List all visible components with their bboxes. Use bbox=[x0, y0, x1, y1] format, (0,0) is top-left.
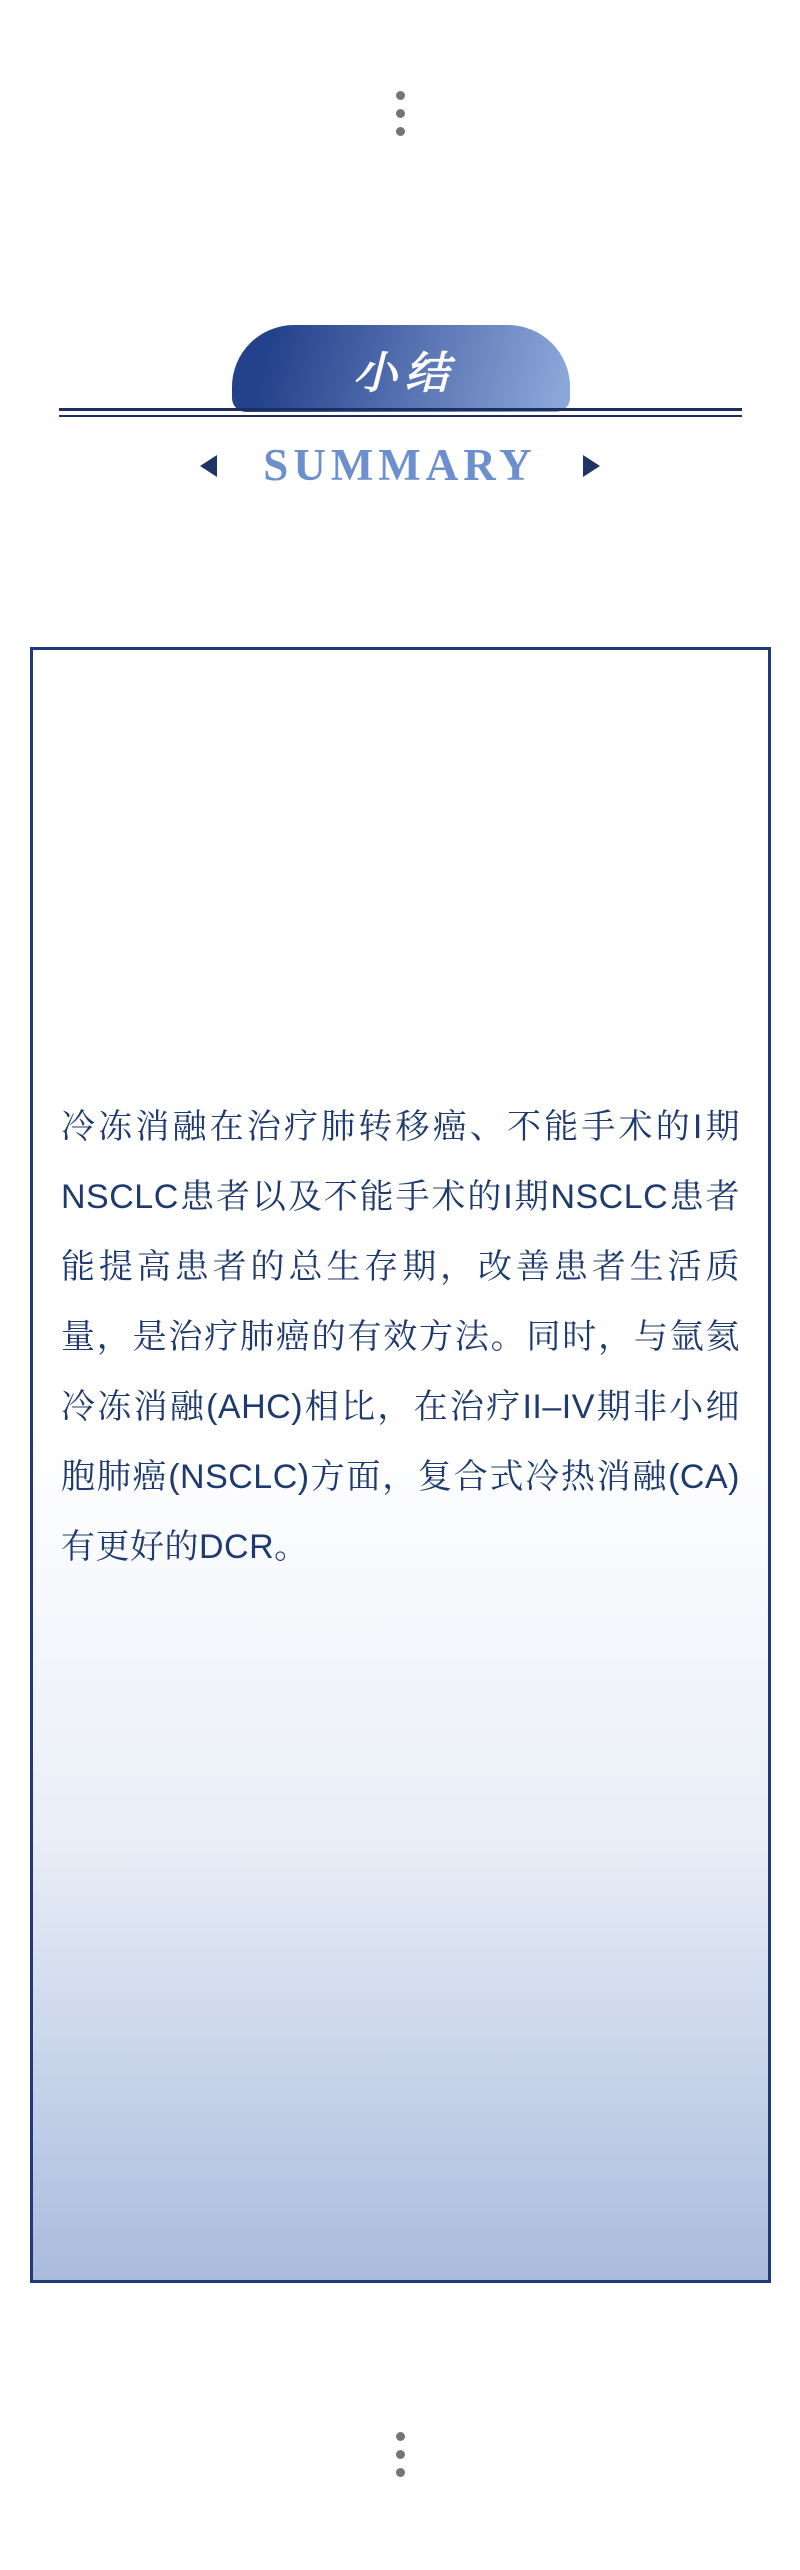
ellipsis-dots-top bbox=[0, 91, 800, 136]
dot-icon bbox=[396, 2450, 405, 2459]
summary-heading-label: SUMMARY bbox=[263, 440, 537, 491]
summary-heading bbox=[0, 436, 800, 496]
section-badge bbox=[232, 325, 570, 412]
dot-icon bbox=[396, 2432, 405, 2441]
ellipsis-dots-bottom bbox=[0, 2432, 800, 2477]
summary-paragraph: 冷冻消融在治疗肺转移癌、不能手术的I期NSCLC患者以及不能手术的I期NSCLC患者能提高患者的总生存期，改善患者生活质量，是治疗肺癌的有效方法。同时，与氩氦冷冻消融(AHC)相比，在治疗II–IV期非小细胞肺癌(NSCLC)方面，复合式冷热消融(CA)有更好的DCR。 bbox=[61, 1108, 740, 1566]
right-triangle-icon bbox=[583, 455, 600, 477]
summary-card bbox=[30, 647, 771, 2283]
dot-icon bbox=[396, 91, 405, 100]
section-badge-label: 小结 bbox=[353, 347, 457, 399]
divider-line-thick bbox=[59, 408, 742, 411]
dot-icon bbox=[396, 109, 405, 118]
dot-icon bbox=[396, 127, 405, 136]
divider-line-thin bbox=[59, 415, 742, 417]
left-triangle-icon bbox=[200, 455, 217, 477]
dot-icon bbox=[396, 2468, 405, 2477]
